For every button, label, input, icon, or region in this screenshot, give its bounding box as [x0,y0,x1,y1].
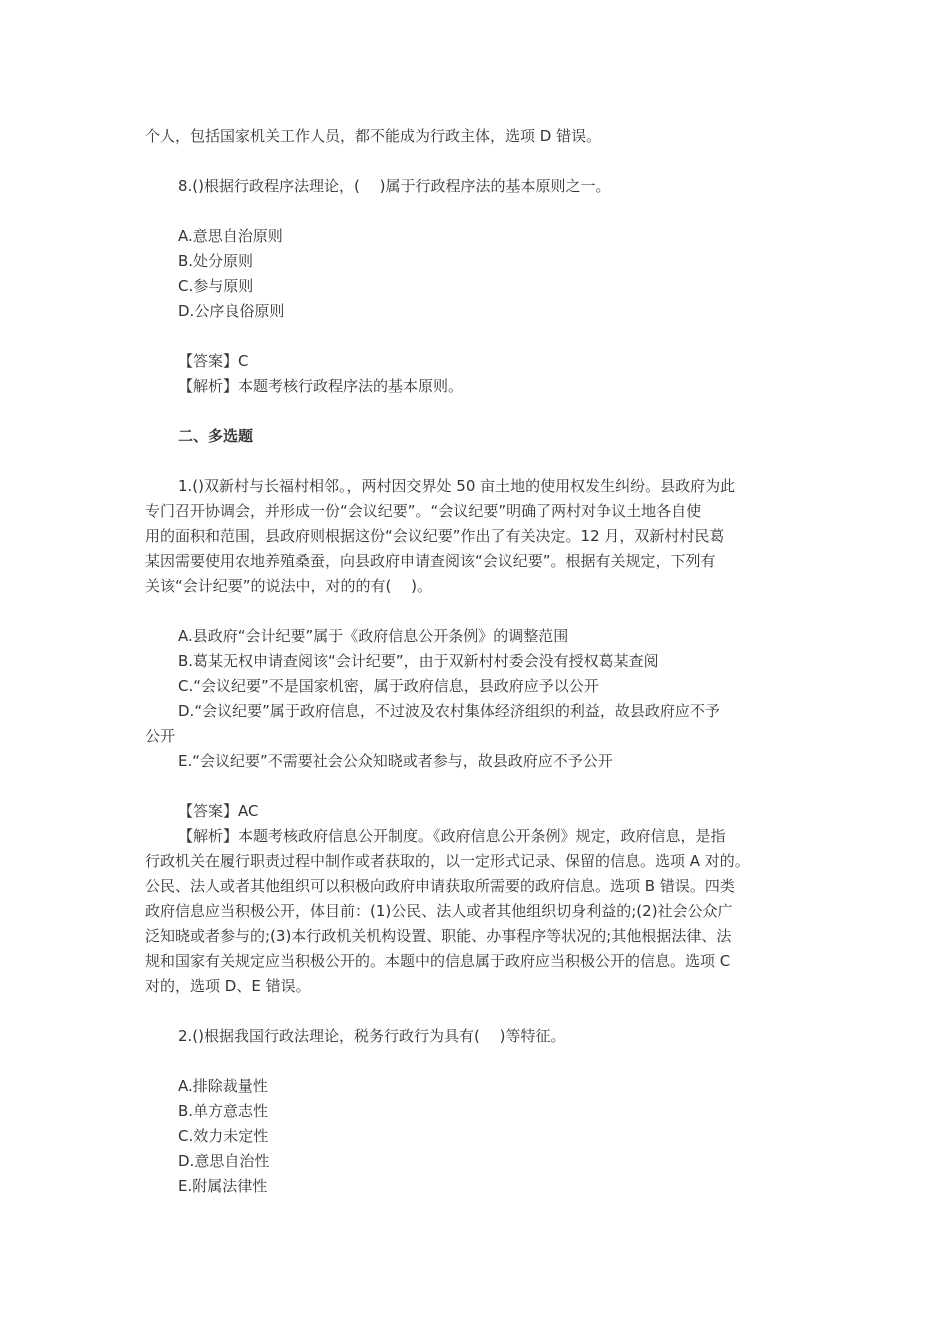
question-1-stem-line: 1.()双新村与长福村相邻。，两村因交界处 50 亩土地的使用权发生纠纷。县政府为此 [178,477,736,495]
document-page [145,124,810,1199]
question-1-stem-line: 专门召开协调会，并形成一份“会议纪要”。“会议纪要”明确了两村对争议土地各自使 [145,502,702,520]
question-1-stem-line: 关该“会计纪要”的说法中，对的的有( )。 [145,577,433,595]
question-1-option-c: C.“会议纪要”不是国家机密，属于政府信息，县政府应予以公开 [178,677,599,695]
question-1-analysis-line: 泛知晓或者参与的;(3)本行政机关机构设置、职能、办事程序等状况的;其他根据法律、法 [145,927,732,945]
question-8-analysis: 【解析】本题考核行政程序法的基本原则。 [178,377,464,395]
question-2-option-b: B.单方意志性 [178,1102,269,1120]
question-2-stem: 2.()根据我国行政法理论，税务行政行为具有( )等特征。 [178,1027,566,1045]
question-1-analysis-line: 公民、法人或者其他组织可以积极向政府申请获取所需要的政府信息。选项 B 错误。四类 [145,877,735,895]
previous-explanation-tail: 个人，包括国家机关工作人员，都不能成为行政主体，选项 D 错误。 [145,127,602,145]
question-1-analysis-line: 对的，选项 D、E 错误。 [145,977,311,995]
question-8-option-a: A.意思自治原则 [178,227,283,245]
question-1-option-d: D.“会议纪要”属于政府信息，不过波及农村集体经济组织的利益，故县政府应不予 [178,702,720,720]
section-heading-multiple-choice: 二、多选题 [178,427,254,445]
question-1-option-d-continuation: 公开 [145,727,176,745]
question-1-analysis-line: 规和国家有关规定应当积极公开的。本题中的信息属于政府应当积极公开的信息。选项 C [145,952,731,970]
question-1-stem-line: 某因需要使用农地养殖桑蚕，向县政府申请查阅该“会议纪要”。根据有关规定，下列有 [145,552,716,570]
question-8-stem: 8.()根据行政程序法理论，( )属于行政程序法的基本原则之一。 [178,177,611,195]
question-2-option-d: D.意思自治性 [178,1152,270,1170]
question-2-option-a: A.排除裁量性 [178,1077,268,1095]
question-1-analysis-line: 政府信息应当积极公开，体目前：(1)公民、法人或者其他组织切身利益的;(2)社会公众广 [145,902,733,920]
question-2-option-e: E.附属法律性 [178,1177,268,1195]
question-1-analysis-line: 行政机关在履行职责过程中制作或者获取的，以一定形式记录、保留的信息。选项 A 对的。 [145,852,750,870]
question-1-stem-line: 用的面积和范围，县政府则根据这份“会议纪要”作出了有关决定。12 月，双新村村民葛 [145,527,725,545]
question-8-option-c: C.参与原则 [178,277,254,295]
question-1-option-a: A.县政府“会计纪要”属于《政府信息公开条例》的调整范围 [178,627,569,645]
question-2-option-c: C.效力未定性 [178,1127,269,1145]
question-1-analysis-line: 【解析】本题考核政府信息公开制度。《政府信息公开条例》规定，政府信息，是指 [178,827,726,845]
question-8-answer: 【答案】C [178,352,249,370]
question-1-answer: 【答案】AC [178,802,259,820]
question-1-option-b: B.葛某无权申请查阅该“会计纪要”，由于双新村村委会没有授权葛某查阅 [178,652,659,670]
question-8-option-b: B.处分原则 [178,252,254,270]
question-8-option-d: D.公序良俗原则 [178,302,285,320]
question-1-option-e: E.“会议纪要”不需要社会公众知晓或者参与，故县政府应不予公开 [178,752,613,770]
